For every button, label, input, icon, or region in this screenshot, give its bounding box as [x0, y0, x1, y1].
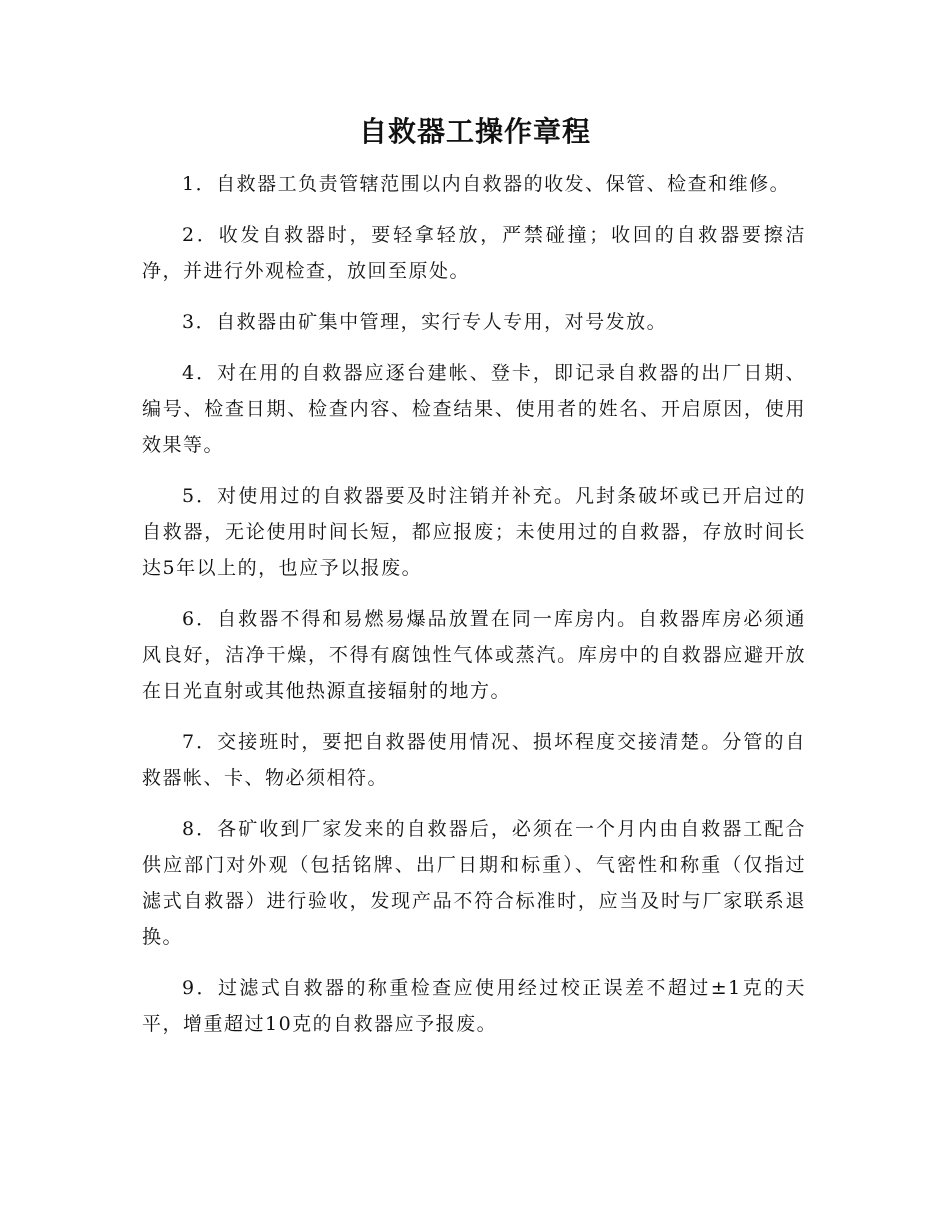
paragraph-3: 3．自救器由矿集中管理，实行专人专用，对号发放。 — [182, 311, 668, 333]
paragraph-1: 1．自救器工负责管辖范围以内自救器的收发、保管、检查和维修。 — [182, 173, 791, 195]
document-title: 自救器工操作章程 — [358, 115, 591, 148]
paragraph-8: 8．各矿收到厂家发来的自救器后，必须在一个月内由自救器工配合供应部门对外观（包括铭牌、出厂日期和标重）、气密性和称重（仅指过滤式自救器）进行验收，发现产品不符合标准时，应当及时与厂家联系退换。 — [142, 818, 806, 948]
paragraph-7: 7．交接班时，要把自救器使用情况、损坏程度交接清楚。分管的自救器帐、卡、物必须相符。 — [142, 731, 806, 789]
paragraph-2: 2．收发自救器时，要轻拿轻放，严禁碰撞；收回的自救器要擦洁净，并进行外观检查，放回至原处。 — [142, 224, 806, 282]
paragraph-5: 5．对使用过的自救器要及时注销并补充。凡封条破坏或已开启过的自救器，无论使用时间长短，都应报废；未使用过的自救器，存放时间长达5年以上的，也应予以报废。 — [142, 485, 806, 579]
paragraph-6: 6．自救器不得和易燃易爆品放置在同一库房内。自救器库房必须通风良好，洁净干燥，不得有腐蚀性气体或蒸汽。库房中的自救器应避开放在日光直射或其他热源直接辐射的地方。 — [142, 608, 806, 702]
paragraph-9: 9．过滤式自救器的称重检查应使用经过校正误差不超过±1克的天平，增重超过10克的自救器应予报废。 — [142, 977, 806, 1035]
paragraph-4: 4．对在用的自救器应逐台建帐、登卡，即记录自救器的出厂日期、编号、检查日期、检查内容、检查结果、使用者的姓名、开启原因，使用效果等。 — [142, 362, 806, 456]
document-body — [142, 166, 806, 1057]
